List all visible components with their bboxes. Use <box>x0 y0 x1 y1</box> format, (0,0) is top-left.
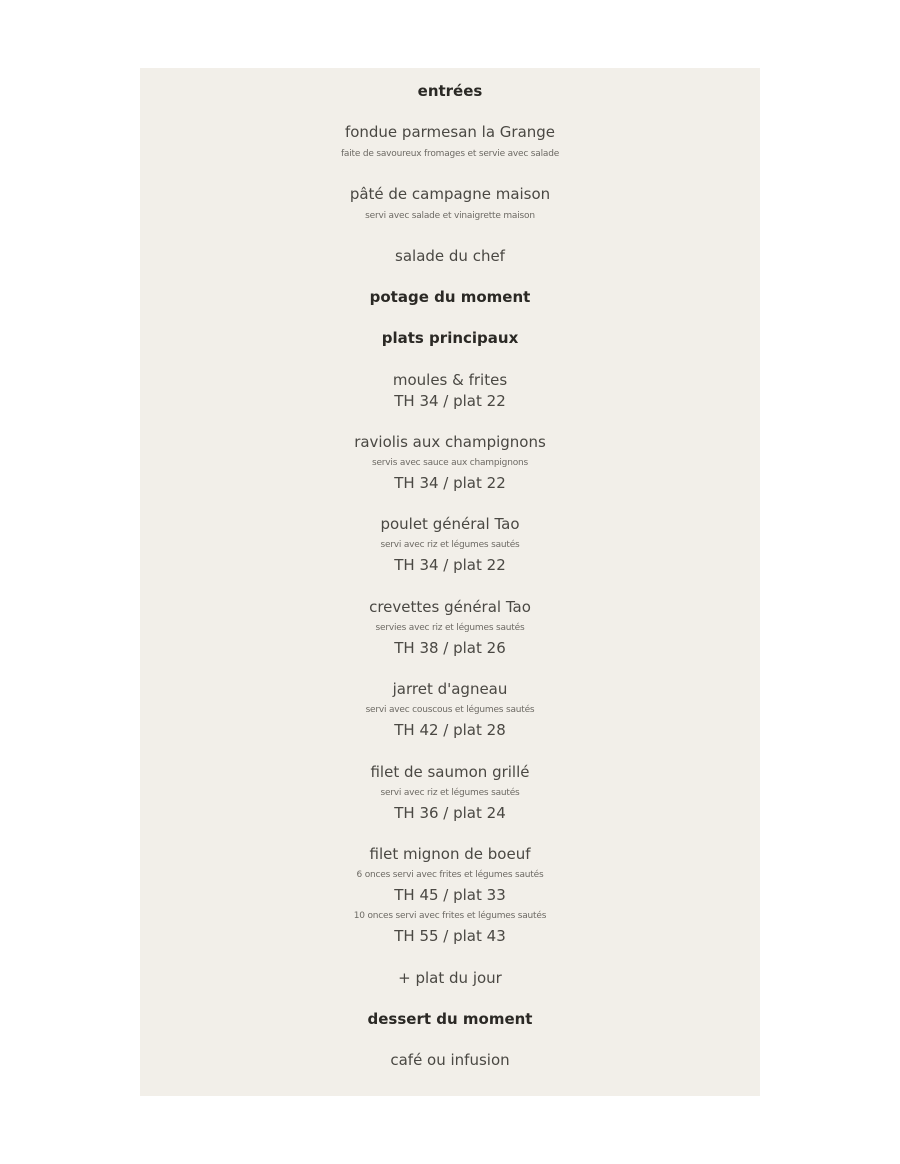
dish-name-jarret: jarret d'agneau <box>392 680 508 698</box>
dish-name-crevettes: crevettes général Tao <box>369 598 531 616</box>
dish-desc-pate: servi avec salade et vinaigrette maison <box>365 211 535 221</box>
dish-price-moules: TH 34 / plat 22 <box>394 392 506 410</box>
dish-desc-jarret: servi avec couscous et légumes sautés <box>365 705 535 715</box>
dish-name-salade: salade du chef <box>395 247 505 265</box>
dish-name-moules: moules & frites <box>392 371 508 389</box>
dish-price-filet-mignon-6oz: TH 45 / plat 33 <box>394 886 506 904</box>
dish-desc-crevettes: servies avec riz et légumes sautés <box>375 623 525 633</box>
section-heading-entrees: entrées <box>417 82 483 100</box>
dish-name-saumon: filet de saumon grillé <box>370 763 530 781</box>
dish-price-saumon: TH 36 / plat 24 <box>394 804 506 822</box>
dish-name-plat-du-jour: + plat du jour <box>398 969 502 987</box>
dish-desc-fondue: faite de savoureux fromages et servie avec salade <box>340 149 560 159</box>
dish-desc-raviolis: servis avec sauce aux champignons <box>371 458 528 468</box>
dish-name-cafe: café ou infusion <box>390 1051 510 1069</box>
section-heading-dessert: dessert du moment <box>367 1010 533 1028</box>
dish-price-raviolis: TH 34 / plat 22 <box>394 474 506 492</box>
dish-desc-saumon: servi avec riz et légumes sautés <box>380 788 520 798</box>
dish-desc-filet-mignon-6oz: 6 onces servi avec frites et légumes sautés <box>356 870 544 880</box>
dish-name-raviolis: raviolis aux champignons <box>354 433 546 451</box>
dish-name-filet-mignon: filet mignon de boeuf <box>369 845 531 863</box>
section-heading-potage: potage du moment <box>369 288 531 306</box>
dish-price-filet-mignon-10oz: TH 55 / plat 43 <box>394 927 506 945</box>
menu-card <box>140 68 760 1096</box>
dish-price-crevettes: TH 38 / plat 26 <box>394 639 506 657</box>
dish-price-jarret: TH 42 / plat 28 <box>394 721 506 739</box>
dish-name-pate: pâté de campagne maison <box>349 185 551 203</box>
section-heading-plats: plats principaux <box>381 329 519 347</box>
dish-price-poulet: TH 34 / plat 22 <box>394 556 506 574</box>
dish-name-poulet: poulet général Tao <box>380 515 520 533</box>
dish-name-fondue: fondue parmesan la Grange <box>344 123 556 141</box>
dish-desc-filet-mignon-10oz: 10 onces servi avec frites et légumes sautés <box>353 911 547 921</box>
dish-desc-poulet: servi avec riz et légumes sautés <box>380 540 520 550</box>
